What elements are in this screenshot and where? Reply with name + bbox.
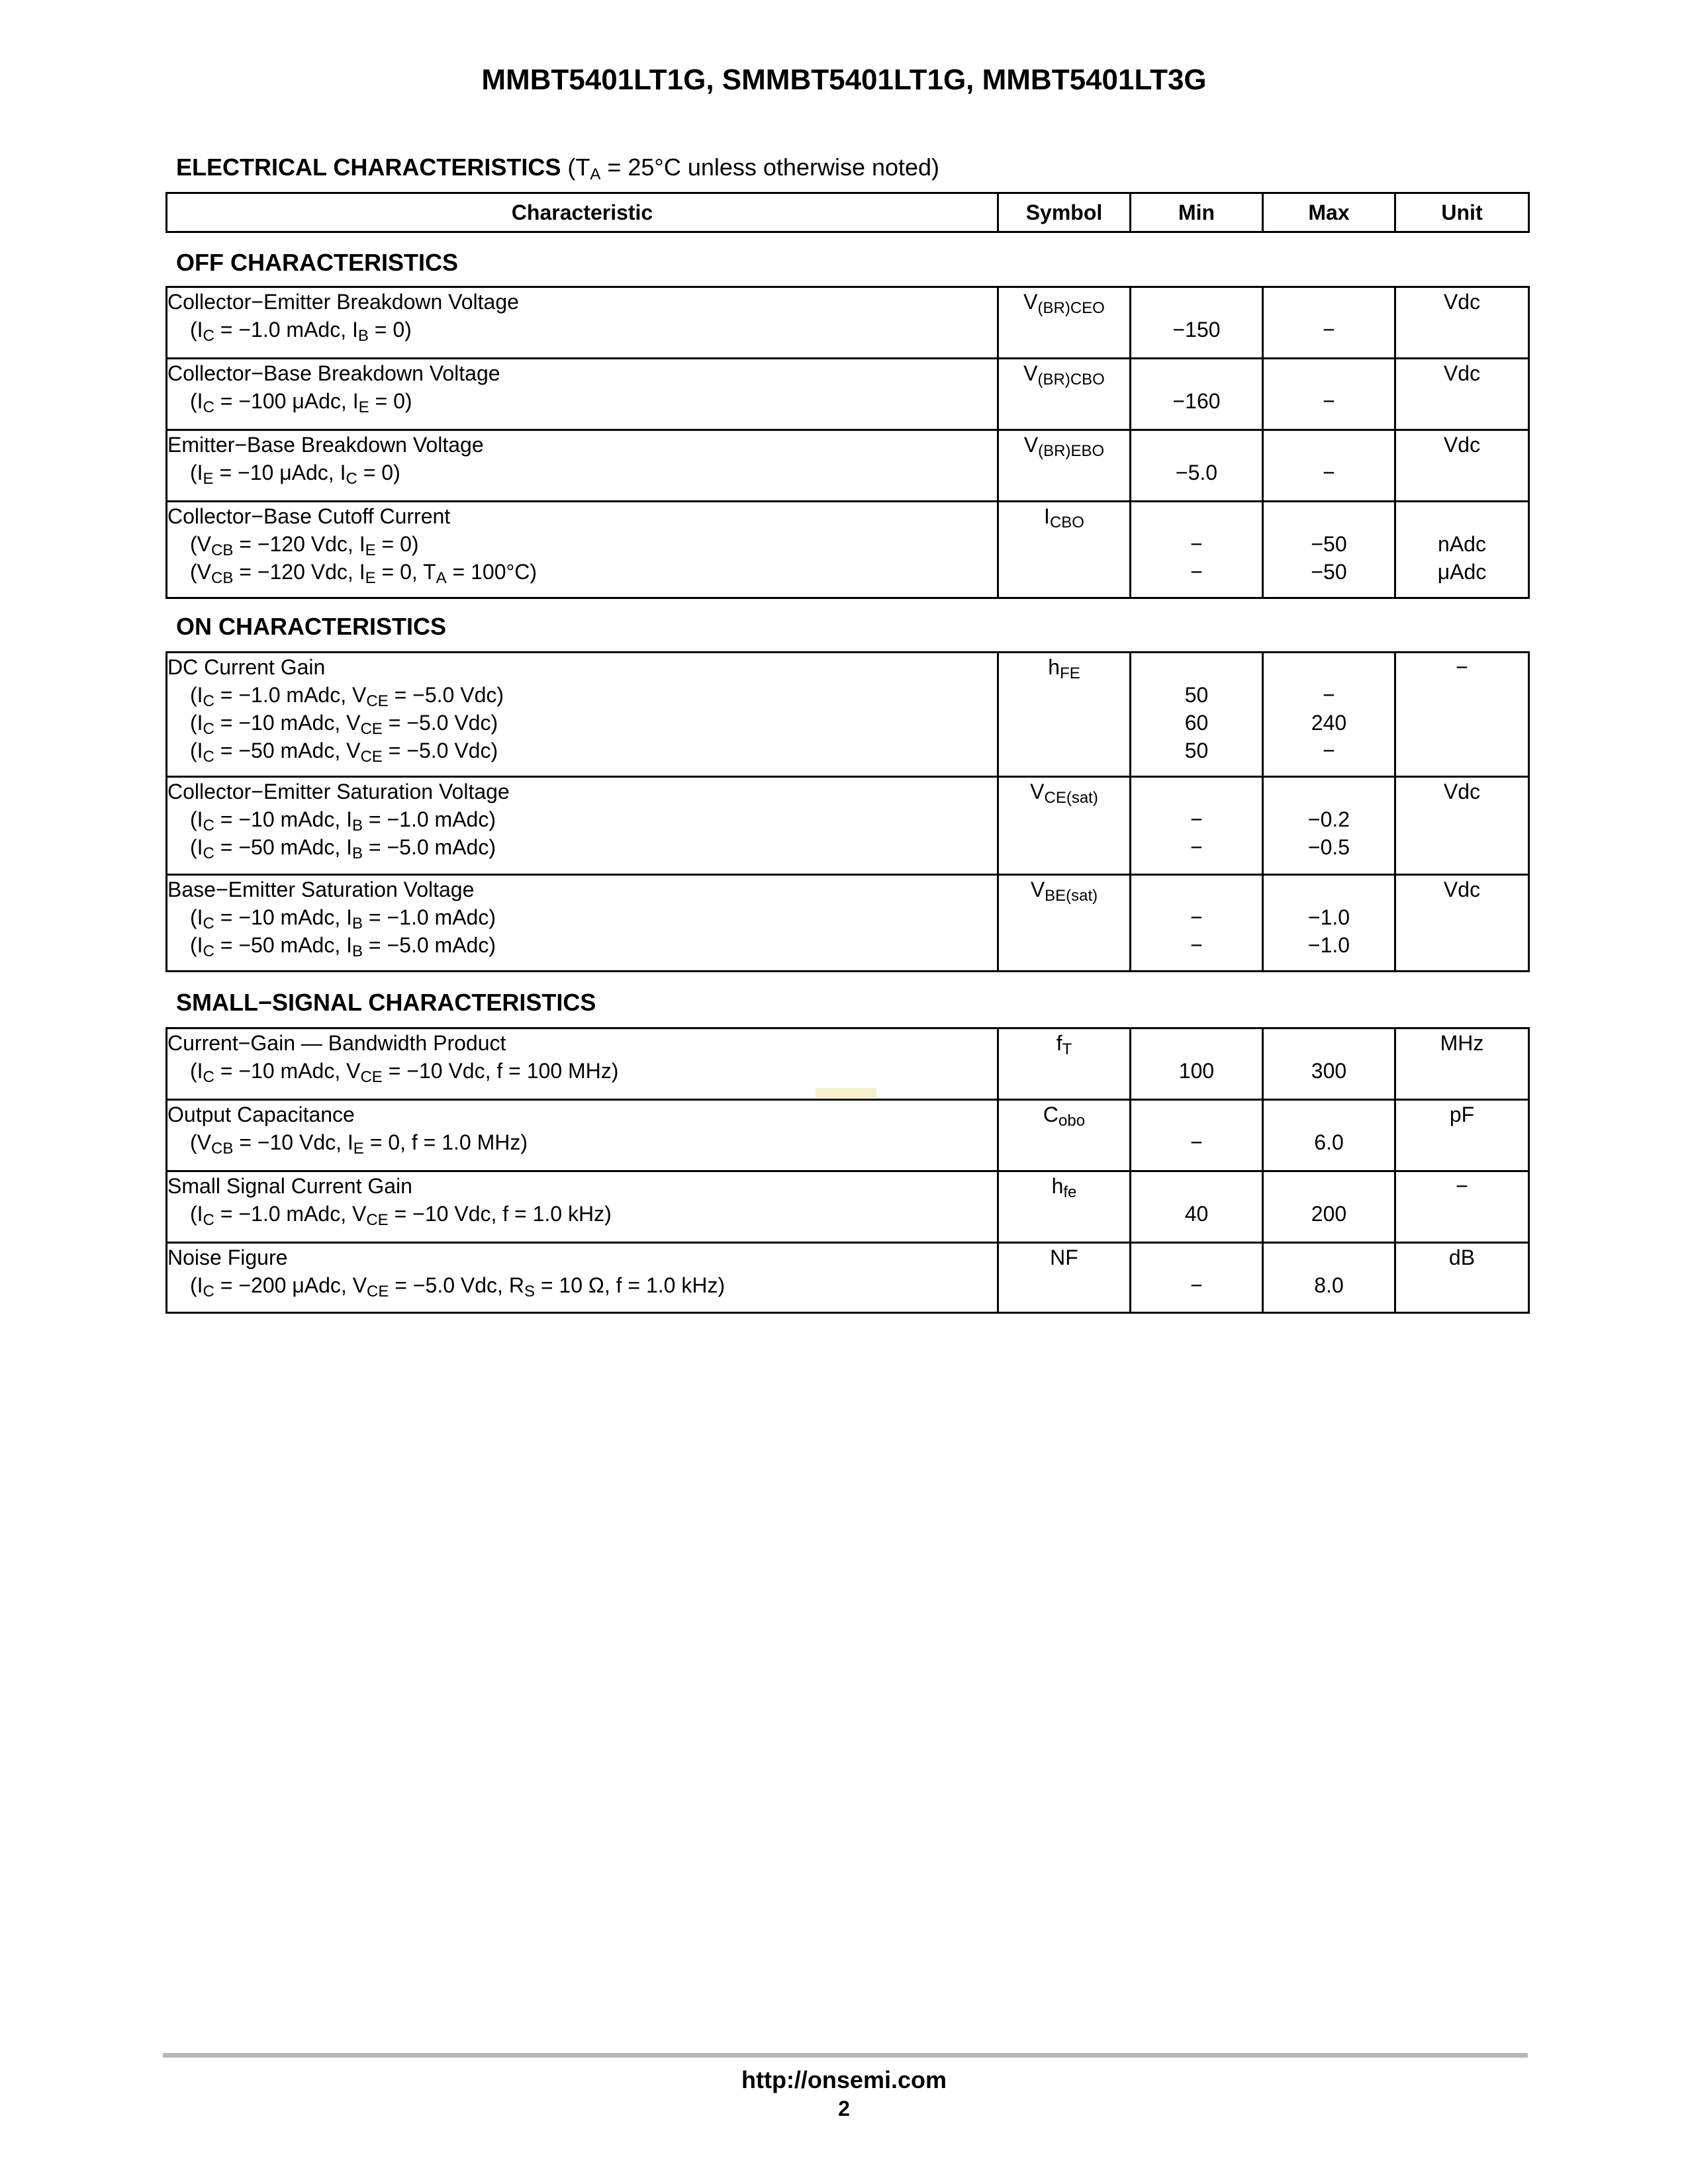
unit-cell: Vdc xyxy=(1395,287,1529,359)
small-signal-characteristics-table xyxy=(165,1027,1530,1314)
characteristic-cell: Emitter−Base Breakdown Voltage ($I_E = -10$ μAdc, $I_C = 0$) xyxy=(167,430,998,502)
unit-cell: Vdc xyxy=(1395,430,1529,502)
characteristic-cell: DC Current Gain ($I_C = -1.0$ mAdc, $V_{CE} = -5.0$ Vdc) ($I_C = -10$ mAdc, $V_{CE} = -5.0$ Vdc) ($I_C = -50$ mAdc, $V_{CE} = -5.0$ Vdc) xyxy=(167,653,998,777)
symbol-cell: $V_{(BR)CBO}$ xyxy=(998,359,1131,430)
min-cell: − − xyxy=(1131,875,1263,972)
small-signal-characteristics-heading: SMALL−SIGNAL CHARACTERISTICS xyxy=(176,989,596,1016)
off-characteristics-heading: OFF CHARACTERISTICS xyxy=(176,249,458,276)
header-row xyxy=(167,193,1529,232)
symbol-cell: $V_{BE(sat)}$ xyxy=(998,875,1131,972)
unit-cell: nAdc μAdc xyxy=(1395,502,1529,598)
min-cell: −150 xyxy=(1131,287,1263,359)
max-cell: −1.0 −1.0 xyxy=(1263,875,1395,972)
table-row xyxy=(167,502,1529,598)
min-cell: −5.0 xyxy=(1131,430,1263,502)
min-cell: −160 xyxy=(1131,359,1263,430)
symbol-cell: $V_{(BR)CEO}$ xyxy=(998,287,1131,359)
header-unit: Unit xyxy=(1395,193,1529,232)
max-cell: −0.2 −0.5 xyxy=(1263,777,1395,875)
header-characteristic: Characteristic xyxy=(167,193,998,232)
characteristic-cell: Collector−Base Cutoff Current ($V_{CB} = -120$ Vdc, $I_E = 0$) ($V_{CB} = -120$ Vdc, $I_E = 0$, $T_A = 100^\circ C$) xyxy=(167,502,998,598)
unit-cell: Vdc xyxy=(1395,875,1529,972)
min-cell: 40 xyxy=(1131,1171,1263,1243)
unit-cell: MHz xyxy=(1395,1028,1529,1100)
max-cell: 300 xyxy=(1263,1028,1395,1100)
min-cell: − xyxy=(1131,1243,1263,1313)
characteristic-cell: Collector−Emitter Saturation Voltage ($I_C = -10$ mAdc, $I_B = -1.0$ mAdc) ($I_C = -50$ mAdc, $I_B = -5.0$ mAdc) xyxy=(167,777,998,875)
symbol-cell: NF xyxy=(998,1243,1131,1313)
max-cell: 8.0 xyxy=(1263,1243,1395,1313)
header-table xyxy=(165,192,1530,233)
symbol-cell: $C_{obo}$ xyxy=(998,1100,1131,1171)
min-cell: 100 xyxy=(1131,1028,1263,1100)
max-cell: − 240 − xyxy=(1263,653,1395,777)
table-row xyxy=(167,653,1529,777)
unit-cell: Vdc xyxy=(1395,359,1529,430)
max-cell: − xyxy=(1263,359,1395,430)
footer-divider xyxy=(163,2053,1528,2058)
footer-url: http://onsemi.com xyxy=(741,2066,947,2093)
table-row xyxy=(167,1171,1529,1243)
unit-cell: − xyxy=(1395,653,1529,777)
unit-cell: dB xyxy=(1395,1243,1529,1313)
electrical-heading-note: ($T_A = 25^\circ C$ unless otherwise noted) xyxy=(567,154,940,183)
characteristic-cell: Collector−Base Breakdown Voltage ($I_C = -100$ μAdc, $I_E = 0$) xyxy=(167,359,998,430)
header-min: Min xyxy=(1131,193,1263,232)
characteristic-cell: Base−Emitter Saturation Voltage ($I_C = -10$ mAdc, $I_B = -1.0$ mAdc) ($I_C = -50$ mAdc, $I_B = -5.0$ mAdc) xyxy=(167,875,998,972)
header-symbol: Symbol xyxy=(998,193,1131,232)
page-title: MMBT5401LT1G, SMMBT5401LT1G, MMBT5401LT3G xyxy=(481,64,1207,96)
symbol-cell: $I_{CBO}$ xyxy=(998,502,1131,598)
max-cell: − xyxy=(1263,430,1395,502)
off-characteristics-table xyxy=(165,286,1530,599)
max-cell: 6.0 xyxy=(1263,1100,1395,1171)
symbol-cell: $f_T$ xyxy=(998,1028,1131,1100)
electrical-characteristics-heading xyxy=(176,154,939,181)
table-row xyxy=(167,287,1529,359)
page-number: 2 xyxy=(838,2097,850,2120)
table-row xyxy=(167,430,1529,502)
watermark-mark xyxy=(816,1088,876,1097)
unit-cell: − xyxy=(1395,1171,1529,1243)
max-cell: 200 xyxy=(1263,1171,1395,1243)
table-row xyxy=(167,1100,1529,1171)
unit-cell: pF xyxy=(1395,1100,1529,1171)
electrical-heading-text: ELECTRICAL CHARACTERISTICS xyxy=(176,154,561,181)
header-max: Max xyxy=(1263,193,1395,232)
table-row xyxy=(167,777,1529,875)
symbol-cell: $h_{FE}$ xyxy=(998,653,1131,777)
table-row xyxy=(167,875,1529,972)
max-cell: − xyxy=(1263,287,1395,359)
characteristic-cell: Current−Gain — Bandwidth Product ($I_C = -10$ mAdc, $V_{CE} = -10$ Vdc, f = 100 MHz) xyxy=(167,1028,998,1100)
symbol-cell: $h_{fe}$ xyxy=(998,1171,1131,1243)
characteristic-cell: Small Signal Current Gain ($I_C = -1.0$ mAdc, $V_{CE} = -10$ Vdc, f = 1.0 kHz) xyxy=(167,1171,998,1243)
min-cell: − − xyxy=(1131,777,1263,875)
min-cell: − − xyxy=(1131,502,1263,598)
max-cell: −50 −50 xyxy=(1263,502,1395,598)
characteristic-cell: Collector−Emitter Breakdown Voltage ($I_C = -1.0$ mAdc, $I_B = 0$) xyxy=(167,287,998,359)
unit-cell: Vdc xyxy=(1395,777,1529,875)
table-row xyxy=(167,359,1529,430)
on-characteristics-heading: ON CHARACTERISTICS xyxy=(176,613,447,640)
characteristic-cell: Output Capacitance ($V_{CB} = -10$ Vdc, $I_E = 0$, f = 1.0 MHz) xyxy=(167,1100,998,1171)
table-row xyxy=(167,1243,1529,1313)
symbol-cell: $V_{CE(sat)}$ xyxy=(998,777,1131,875)
symbol-cell: $V_{(BR)EBO}$ xyxy=(998,430,1131,502)
on-characteristics-table xyxy=(165,651,1530,972)
min-cell: 50 60 50 xyxy=(1131,653,1263,777)
min-cell: − xyxy=(1131,1100,1263,1171)
characteristic-cell: Noise Figure ($I_C = -200$ μAdc, $V_{CE} = -5.0$ Vdc, $R_S = 10$ Ω, f = 1.0 kHz) xyxy=(167,1243,998,1313)
